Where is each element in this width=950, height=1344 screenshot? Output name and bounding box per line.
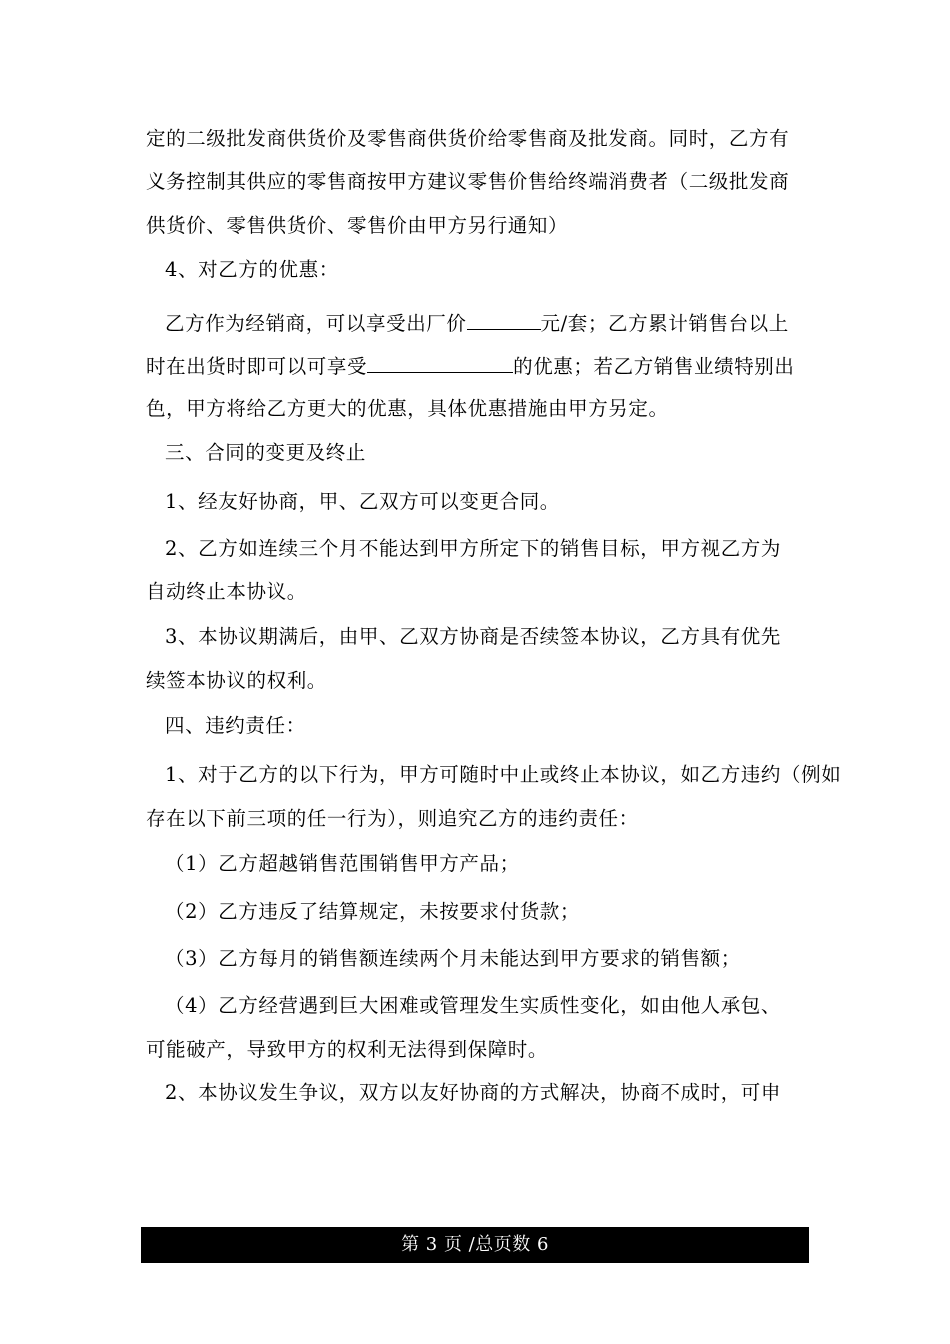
fill-in-blank	[367, 352, 513, 373]
list-item: （3）乙方每月的销售额连续两个月未能达到甲方要求的销售额；	[165, 947, 741, 970]
paragraph-line: 定的二级批发商供货价及零售商供货价给零售商及批发商。同时，乙方有	[146, 127, 790, 150]
paragraph-line	[146, 352, 795, 380]
paragraph-line	[165, 309, 789, 337]
section-heading: 4、对乙方的优惠：	[165, 258, 339, 281]
section-heading: 三、合同的变更及终止	[165, 441, 367, 464]
paragraph-line: 义务控制其供应的零售商按甲方建议零售价售给终端消费者（二级批发商	[146, 170, 790, 193]
page-number: 第 3 页 /总页数 6	[401, 1234, 549, 1255]
paragraph-line: 供货价、零售供货价、零售价由甲方另行通知）	[146, 214, 569, 237]
paragraph-line: 3、本协议期满后，由甲、乙双方协商是否续签本协议，乙方具有优先	[165, 625, 782, 648]
paragraph-line: 1、对于乙方的以下行为，甲方可随时中止或终止本协议，如乙方违约（例如	[165, 763, 842, 786]
paragraph-line: 色，甲方将给乙方更大的优惠，具体优惠措施由甲方另定。	[146, 397, 669, 420]
fill-in-blank	[467, 309, 541, 330]
paragraph-line: 存在以下前三项的任一行为），则追究乙方的违约责任：	[146, 807, 639, 830]
page-footer	[141, 1227, 809, 1263]
paragraph-text: 的优惠；若乙方销售业绩特别出	[513, 355, 795, 378]
paragraph-text: 时在出货时即可以可享受	[146, 355, 368, 378]
paragraph-text: 元/套；乙方累计销售台以上	[540, 312, 789, 335]
section-heading: 四、违约责任：	[165, 714, 306, 737]
list-item-continuation: 可能破产，导致甲方的权利无法得到保障时。	[146, 1038, 549, 1061]
paragraph-text: 乙方作为经销商，可以享受出厂价	[165, 312, 467, 335]
list-item: （2）乙方违反了结算规定，未按要求付货款；	[165, 900, 581, 923]
paragraph-line: 自动终止本协议。	[146, 580, 307, 603]
paragraph-line: 续签本协议的权利。	[146, 669, 327, 692]
paragraph-line: 2、本协议发生争议，双方以友好协商的方式解决，协商不成时，可申	[165, 1081, 782, 1104]
paragraph-line: 2、乙方如连续三个月不能达到甲方所定下的销售目标，甲方视乙方为	[165, 537, 782, 560]
list-item: （4）乙方经营遇到巨大困难或管理发生实质性变化，如由他人承包、	[165, 994, 782, 1017]
list-item: （1）乙方超越销售范围销售甲方产品；	[165, 852, 520, 875]
paragraph-line: 1、经友好协商，甲、乙双方可以变更合同。	[165, 490, 560, 513]
